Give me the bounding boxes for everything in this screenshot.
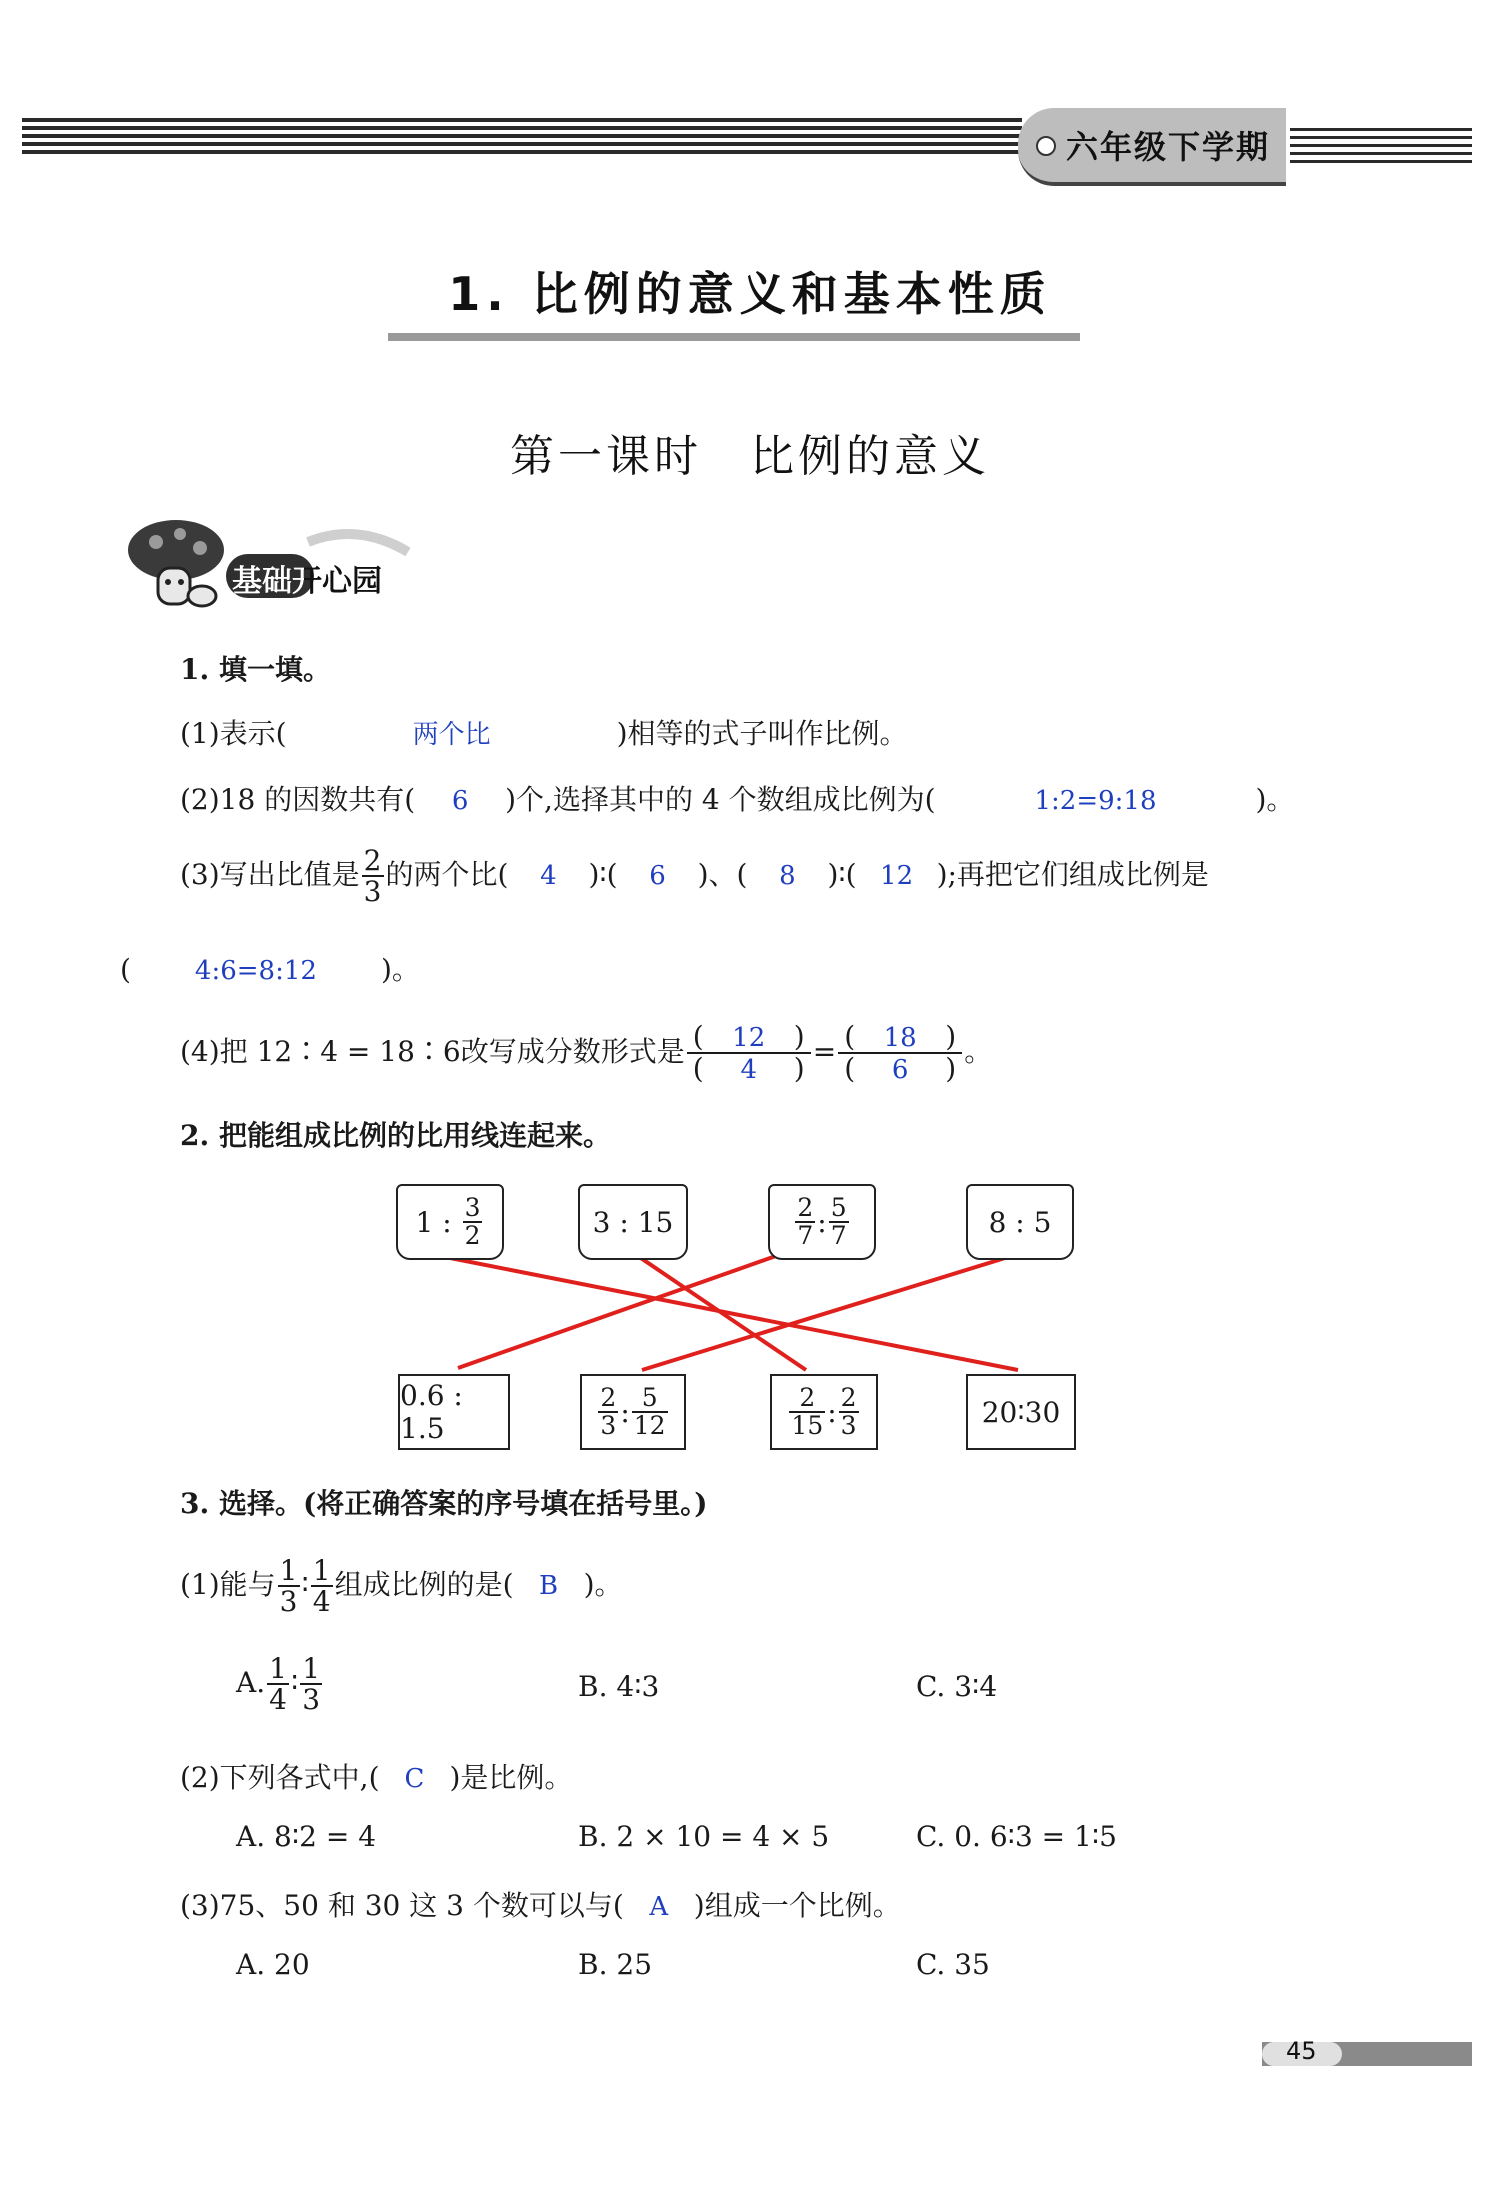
fraction-numerator: 2	[363, 844, 382, 877]
q1-p4-denominator2: 6	[891, 1055, 909, 1086]
q1-p2-answer1: 6	[451, 786, 469, 816]
fraction-denominator: 12	[633, 1411, 666, 1440]
q1-p3-answer3: 8	[779, 860, 796, 891]
fraction	[300, 1654, 322, 1715]
q1-p3-post: );再把它们组成比例是	[936, 857, 1209, 891]
q3-sub2	[180, 1756, 572, 1796]
fraction	[829, 1192, 849, 1250]
chapter-title: 1. 比例的意义和基本性质	[448, 267, 1052, 321]
q3-s2-option-a: A. 8∶2 = 4	[236, 1820, 377, 1853]
fraction-answer-1: $\frac{( 12 )}{( 4 )}$	[687, 1022, 811, 1085]
fraction	[311, 1556, 333, 1617]
q1-p3-mid: 的两个比(	[385, 857, 509, 891]
q1-p3-pre: (3)写出比值是	[180, 857, 360, 891]
fraction-denominator: 3	[302, 1683, 321, 1717]
q3-s3-option-c: C. 35	[916, 1948, 990, 1981]
q1-p3-line2-answer: 4:6=8:12	[194, 956, 317, 986]
fraction-numerator: 2	[840, 1382, 857, 1412]
q3-s1-mid: 组成比例的是(	[334, 1567, 514, 1601]
q1-p1-pre: (1)表示(	[180, 717, 287, 750]
q1-p3-line2-post: )。	[380, 953, 420, 986]
q1-p4-numerator1: 12	[732, 1023, 766, 1053]
fraction-numerator: 2	[600, 1382, 617, 1412]
q1-part3-line2: ( 4:6=8:12 )。	[120, 953, 420, 986]
fraction	[267, 1654, 289, 1715]
fraction-denominator: 3	[363, 875, 382, 909]
q3-s2-pre: (2)下列各式中,(	[180, 1761, 380, 1794]
ratio-box-2: $\frac{2}{3}$ : $\frac{5}{12}$	[580, 1374, 686, 1450]
fraction-denominator: 3	[279, 1585, 298, 1619]
fraction-numerator: 1	[302, 1652, 321, 1685]
q3-s3-answer: A	[649, 1892, 669, 1922]
fraction-denominator: 2	[464, 1221, 481, 1250]
fraction	[463, 1192, 483, 1250]
ratio-box-3: $\frac{2}{15}$ : $\frac{2}{3}$	[770, 1374, 878, 1450]
fraction-denominator: 4	[269, 1683, 287, 1717]
q3-s2-answer: C	[404, 1764, 425, 1794]
fraction-denominator: 15	[791, 1411, 824, 1440]
book-card-4	[966, 1184, 1074, 1260]
fraction-numerator: 1	[269, 1652, 287, 1685]
fraction	[795, 1192, 815, 1250]
q3-s1-option-b: B. 4∶3	[578, 1670, 660, 1703]
q1-p3-answer4: 12	[880, 860, 914, 891]
q1-p3-answer1: 4	[540, 860, 557, 891]
q1-p4-numerator2: 18	[883, 1023, 917, 1053]
fraction	[839, 1382, 859, 1440]
q3-s2-option-b: B. 2 × 10 = 4 × 5	[578, 1820, 830, 1853]
ratio-text: 0.6 : 1.5	[400, 1379, 463, 1445]
q3-s2-post: )是比例。	[449, 1761, 573, 1794]
section-badge-text: 基础开心园	[232, 564, 382, 599]
q1-p3-answer2: 6	[649, 860, 666, 891]
fraction-numerator: 5	[830, 1192, 847, 1222]
fraction-numerator: 1	[312, 1554, 331, 1587]
page-number: 45	[1286, 2037, 1317, 2065]
fraction-numerator: 3	[464, 1192, 481, 1222]
fraction-numerator: 1	[279, 1554, 298, 1587]
fraction-denominator: 7	[797, 1221, 814, 1250]
match-line	[458, 1244, 810, 1368]
book-card-2	[578, 1184, 688, 1260]
fraction-numerator: 2	[789, 1385, 825, 1413]
q3-s1-post: )。	[583, 1567, 623, 1601]
q3-s1-answer: B	[539, 1570, 559, 1601]
q3-s3-pre: (3)75、50 和 30 这 3 个数可以与(	[180, 1889, 624, 1922]
ratio-text: 8 : 5	[988, 1205, 1052, 1239]
match-line	[626, 1248, 806, 1370]
book-card-3: $\frac{2}{7}$ : $\frac{5}{7}$	[768, 1184, 876, 1260]
option-label: A.	[236, 1665, 266, 1699]
q1-p2-pre: (2)18 的因数共有(	[180, 783, 416, 816]
q1-p2-mid: )个,选择其中的 4 个数组成比例为(	[505, 783, 936, 816]
match-line	[642, 1254, 1018, 1370]
q3-s1-pre: (1)能与	[180, 1567, 276, 1601]
ratio-lead: 1 :	[415, 1205, 452, 1239]
fraction-denominator: 7	[830, 1221, 847, 1250]
q1-p1-post: )相等的式子叫作比例。	[616, 717, 908, 750]
q1-p2-answer2: 1:2=9:18	[1034, 786, 1157, 816]
q3-s3-post: )组成一个比例。	[693, 1889, 901, 1922]
ratio-text: 20∶30	[981, 1395, 1061, 1429]
fraction	[278, 1556, 300, 1617]
q1-p4-denominator1: 4	[740, 1055, 757, 1086]
grade-label: 六年级下学期	[1066, 128, 1271, 166]
q3-s2-option-c: C. 0. 6∶3 = 1∶5	[916, 1820, 1117, 1853]
fraction-denominator: 3	[600, 1411, 617, 1440]
q1-p1-answer: 两个比	[412, 720, 491, 750]
book-card-1	[396, 1184, 504, 1260]
q3-s1-option-c: C. 3∶4	[916, 1670, 998, 1703]
q3-s3-option-a: A. 20	[236, 1948, 310, 1981]
q3-s3-option-b: B. 25	[578, 1948, 653, 1981]
q1-part3: (3)写出比值是 $\frac{2}{3}$ 的两个比( 4 )∶( 6 )、( 8 )∶( 12 );再把它们组成比例是	[180, 844, 1209, 909]
q3-sub1: (1)能与 $\frac{1}{3}$ ∶ $\frac{1}{4}$ 组成比例的是( B )。	[180, 1554, 623, 1619]
q2-heading: 2. 把能组成比例的比用线连起来。	[180, 1119, 611, 1152]
ratio-text: 3 : 15	[592, 1205, 674, 1239]
ratio-box-1	[398, 1374, 510, 1450]
fraction-denominator: 3	[840, 1411, 857, 1440]
fraction-answer-2: $\frac{( 18 )}{( 6 )}$	[838, 1022, 962, 1085]
q1-p2-post: )。	[1255, 783, 1295, 816]
lesson-title: 第一课时 比例的意义	[510, 431, 990, 482]
q1-heading: 1. 填一填。	[180, 653, 331, 686]
fraction-numerator: 5	[632, 1385, 668, 1413]
fraction	[598, 1382, 618, 1440]
q3-s1-option-a: A. $\frac{1}{4}$ ∶ $\frac{1}{3}$	[236, 1652, 321, 1717]
q3-heading: 3. 选择。(将正确答案的序号填在括号里。)	[180, 1487, 708, 1520]
q1-part4: (4)把 12∶4 = 18∶6改写成分数形式是 $\frac{( 12 )}{( 4 )}$ = $\frac{( 18 )}{( 6 )}$ 。	[180, 1020, 993, 1086]
ratio-box-4	[966, 1374, 1076, 1450]
fraction-denominator: 4	[312, 1585, 331, 1619]
fraction-numerator: 2	[797, 1192, 814, 1222]
q3-sub3	[180, 1884, 901, 1924]
q1-p4-pre: (4)把 12∶4 = 18∶6改写成分数形式是	[180, 1034, 685, 1068]
